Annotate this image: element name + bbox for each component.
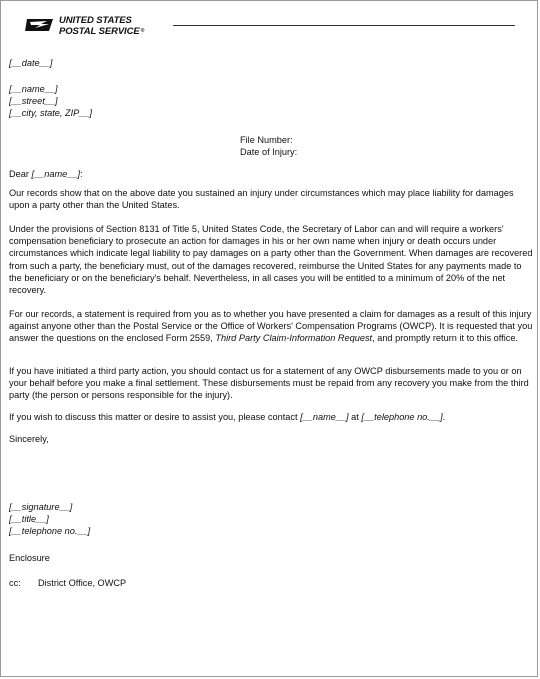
recipient-city-state-zip: [__city, state, ZIP__] [9, 108, 93, 118]
usps-eagle-logo [25, 16, 55, 34]
p5-end: . [442, 412, 446, 422]
salutation [9, 168, 83, 180]
paragraph-injury-notice: Our records show that on the above date you sustained an injury under circumstances which may place liability for damages upon a party other than the United States. [9, 188, 514, 211]
salutation-name: [__name__] [31, 169, 80, 179]
paragraph-contact [9, 411, 533, 423]
usps-wordmark-line1: UNITED STATES [59, 15, 132, 26]
contact-telephone-placeholder: [__telephone no.__] [361, 412, 443, 422]
usps-letterhead [25, 14, 515, 38]
contact-name-placeholder: [__name__] [300, 412, 349, 422]
recipient-street: [__street__] [9, 96, 58, 106]
paragraph-statement-request [9, 308, 533, 345]
signature-placeholder: [__signature__] [9, 502, 73, 512]
closing-sincerely: Sincerely, [9, 434, 49, 444]
registered-mark: ® [140, 28, 145, 34]
file-info-block [240, 134, 297, 158]
date-of-injury-label: Date of Injury: [240, 147, 298, 157]
enclosure-note: Enclosure [9, 553, 50, 563]
usps-wordmark-line2: POSTAL SERVICE [59, 26, 140, 37]
p3-end: , and promptly return it to this office. [372, 333, 518, 344]
paragraph-section-8131: Under the provisions of Section 8131 of Title 5, United States Code, the Secretary of Labor can and will require a workers' compensation beneficiary to prosecute an action for damages in his or her own name when injury or death occurs under circumstances which indicate legal liability to pay damages on a party other than the Government. When damages are recovered from such a party, the beneficiary must, out of the damages recovered, reimburse the United States for any payments made to the beneficiary or on the beneficiary's behalf. Nevertheless, in all cases you will be entitled to a minimum of 20% of the net recovery. [9, 224, 533, 296]
p3-start: For our records, a statement is required from you as to whether you have presented a claim for damages as a result of this injury against anyone other than the Postal Service or the Office of Workers' Compensation Programs (OWCP). It is requested that you answer the questions on the enclosed Form 2559, [9, 309, 533, 344]
cc-value: District Office, OWCP [38, 578, 127, 588]
recipient-name: [__name__] [9, 84, 58, 94]
file-number-label: File Number: [240, 135, 293, 145]
form-2559-title: Third Party Claim-Information Request [215, 333, 373, 344]
telephone-placeholder: [__telephone no.__] [9, 526, 91, 536]
p5-start: If you wish to discuss this matter or desire to assist you, please contact [9, 412, 301, 422]
usps-wordmark [59, 15, 144, 37]
p5-mid: at [348, 412, 362, 422]
paragraph-third-party-action: If you have initiated a third party action, you should contact us for a statement of any OWCP disbursements made to you or on your behalf before you make a final settlement. These disbursements must be repaid from any recovery you make from the third party (the person or persons responsible for the injury). [9, 366, 529, 401]
letterhead-rule [173, 25, 515, 26]
cc-label: cc: [9, 578, 21, 588]
title-placeholder: [__title__] [9, 514, 49, 524]
salutation-prefix: Dear [9, 169, 32, 179]
salutation-suffix: : [80, 169, 83, 179]
cc-line [9, 577, 126, 589]
date-placeholder: [__date__] [9, 58, 53, 68]
